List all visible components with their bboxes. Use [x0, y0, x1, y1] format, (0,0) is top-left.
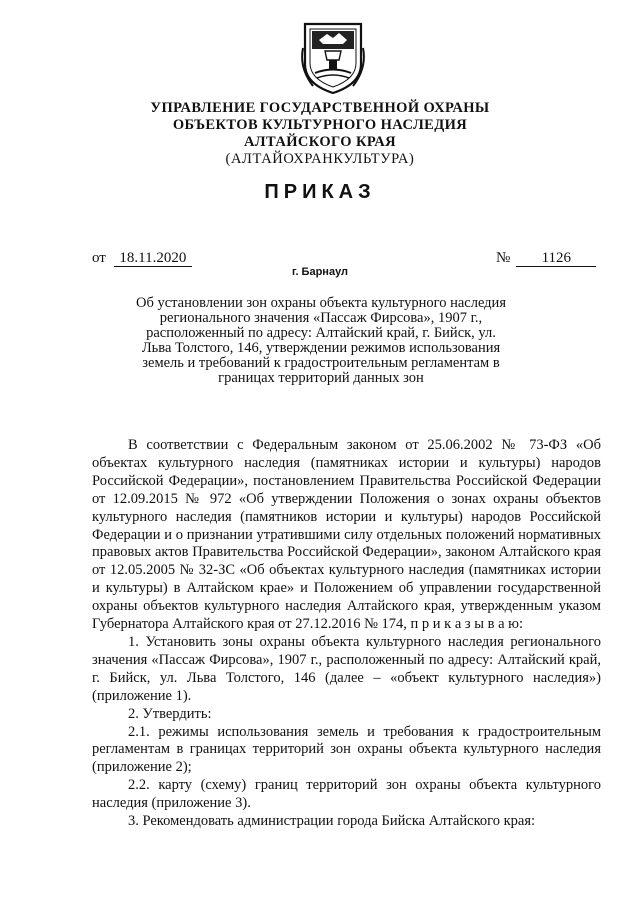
date-prefix: от — [92, 250, 106, 266]
number-field — [496, 250, 596, 267]
document-title: ПРИКАЗ — [264, 181, 376, 203]
order-subject: Об установлении зон охраны объекта культурного наследия регионального значения «Пассаж Фирсова», 1907 г., расположенный по адресу: Алтайский край, г. Бийск, ул. Льва Толстого, 146, утверждении режимов использования земель и требований к градостроительным регламентам в границах территорий данных зон — [136, 295, 506, 386]
header-line-4: (АЛТАЙОХРАНКУЛЬТУРА) — [225, 151, 415, 167]
organization-header — [0, 100, 640, 168]
coat-of-arms-emblem — [299, 18, 367, 96]
item-2-1-paragraph: 2.1. режимы использования земель и требования к градостроительным регламентам в границах территорий зон охраны объекта культурного наследия (приложение 2); — [92, 723, 601, 776]
order-body — [92, 437, 601, 831]
item-3-paragraph: 3. Рекомендовать администрации города Бийска Алтайского края: — [128, 813, 536, 830]
header-line-3: АЛТАЙСКОГО КРАЯ — [243, 134, 397, 150]
number-prefix: № — [496, 250, 511, 266]
city-label: г. Барнаул — [291, 266, 349, 278]
number-value: 1126 — [516, 251, 596, 267]
item-2-2-paragraph: 2.2. карту (схему) границ территорий зон охраны объекта культурного наследия (приложение 3). — [92, 777, 601, 812]
item-2-paragraph: 2. Утвердить: — [128, 705, 212, 722]
preamble-paragraph: В соответствии с Федеральным законом от 25.06.2002 № 73-ФЗ «Об объектах культурного наследия (памятниках истории и культуры) народов Российской Федерации», постановлением Правительства Российской Федерации от 12.09.2015 № 972 «Об утверждении Положения о зонах охраны объектов культурного наследия (памятников истории и культуры) народов Российской Федерации и о признании утратившими силу отдельных положений нормативных правовых актов Правительства Российской Федерации», законом Алтайского края от 12.05.2005 № 32-ЗС «Об объектах культурного наследия (памятниках истории и культуры) в Алтайском крае» и Положением об управлении государственной охраны объектов культурного наследия Алтайского края, утвержденным указом Губернатора Алтайского края от 27.12.2016 № 174, п р и к а з ы в а ю: — [92, 437, 601, 633]
item-1-paragraph: 1. Установить зоны охраны объекта культурного наследия регионального значения «Пассаж Фирсова», 1907 г., расположенный по адресу: Алтайский край, г. Бийск, ул. Льва Толстого, 146 (далее – «объект культурного наследия») (приложение 1). — [92, 633, 601, 704]
date-value: 18.11.2020 — [114, 251, 192, 267]
header-line-1: УПРАВЛЕНИЕ ГОСУДАРСТВЕННОЙ ОХРАНЫ — [150, 100, 490, 116]
date-field — [92, 250, 192, 267]
header-line-2: ОБЪЕКТОВ КУЛЬТУРНОГО НАСЛЕДИЯ — [172, 117, 468, 133]
